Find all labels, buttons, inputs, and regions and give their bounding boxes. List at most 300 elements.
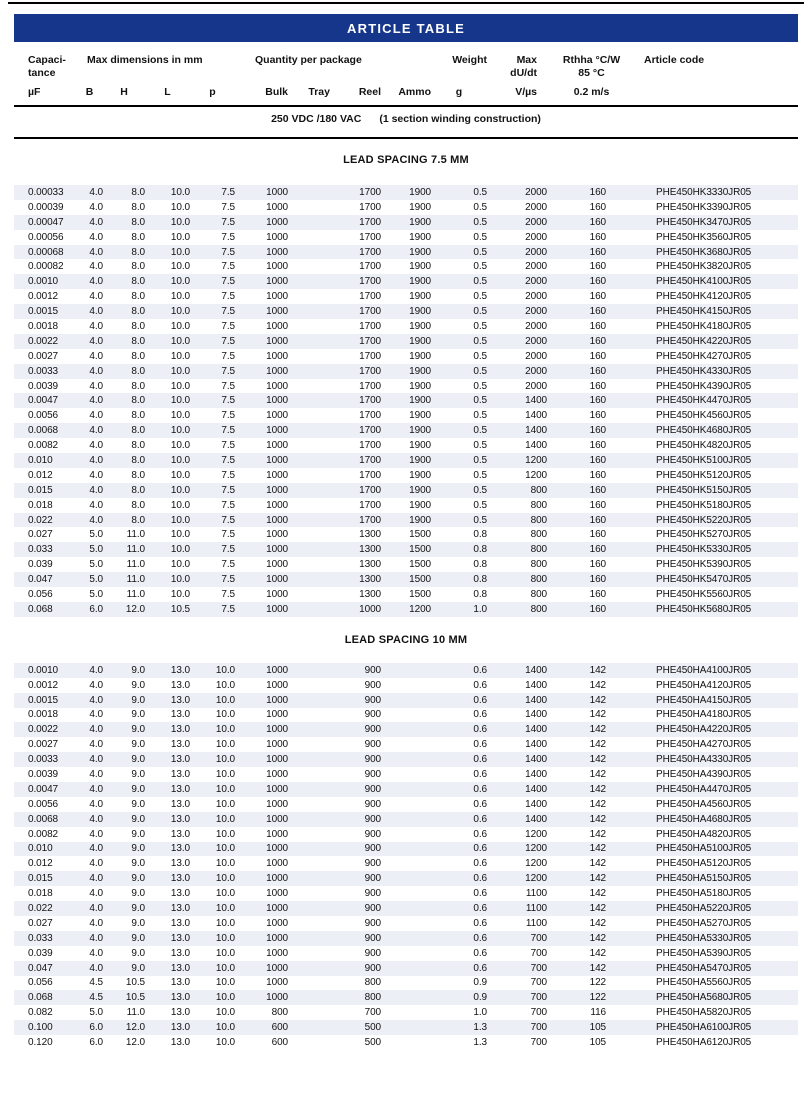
cell-b: 4.0 [89,888,103,900]
header-unit-ms: 0.2 m/s [573,86,610,98]
cell-p: 7.5 [221,246,235,258]
cell-b: 4.0 [89,724,103,736]
cell-dudt: 2000 [525,320,547,332]
cell-rth: 142 [589,724,606,736]
cell-article-code: PHE450HK5470JR05 [656,574,752,586]
cell-capacitance: 0.082 [28,1007,53,1019]
cell-dudt: 1400 [525,664,547,676]
cell-dudt: 2000 [525,231,547,243]
cell-ammo: 1900 [409,276,431,288]
cell-dudt: 2000 [525,335,547,347]
cell-p: 7.5 [221,440,235,452]
table-header-row-1 [14,54,798,67]
cell-dudt: 2000 [525,216,547,228]
cell-h: 9.0 [131,903,145,915]
table-row [14,812,798,827]
cell-bulk: 1000 [266,514,288,526]
cell-weight: 0.8 [473,544,487,556]
cell-l: 10.0 [170,276,190,288]
cell-capacitance: 0.0047 [28,395,58,407]
cell-p: 10.0 [215,739,235,751]
cell-ammo: 1500 [409,574,431,586]
cell-bulk: 1000 [266,574,288,586]
cell-bulk: 1000 [266,828,288,840]
cell-reel: 900 [364,694,381,706]
cell-p: 10.0 [215,813,235,825]
cell-bulk: 1000 [266,709,288,721]
cell-rth: 160 [589,559,606,571]
cell-l: 10.0 [170,186,190,198]
cell-capacitance: 0.0056 [28,798,58,810]
section-heading: LEAD SPACING 10 MM [344,633,468,646]
cell-reel: 900 [364,947,381,959]
cell-reel: 800 [364,992,381,1004]
cell-h: 8.0 [131,365,145,377]
header-dim-h: H [120,86,128,98]
cell-dudt: 700 [530,962,547,974]
cell-b: 4.0 [89,425,103,437]
cell-reel: 1300 [359,544,381,556]
cell-weight: 0.6 [473,917,487,929]
cell-bulk: 1000 [266,469,288,481]
table-row [14,856,798,871]
cell-rth: 160 [589,231,606,243]
table-row [14,557,798,572]
cell-p: 10.0 [215,664,235,676]
header-qty-ammo: Ammo [398,86,431,98]
cell-rth: 160 [589,320,606,332]
cell-p: 7.5 [221,335,235,347]
cell-reel: 1700 [359,320,381,332]
cell-h: 8.0 [131,425,145,437]
cell-weight: 0.6 [473,754,487,766]
cell-capacitance: 0.039 [28,559,53,571]
cell-l: 13.0 [170,1022,190,1034]
cell-capacitance: 0.0012 [28,679,58,691]
cell-reel: 1700 [359,499,381,511]
cell-capacitance: 0.033 [28,932,53,944]
cell-rth: 160 [589,544,606,556]
cell-weight: 0.5 [473,365,487,377]
cell-article-code: PHE450HA5150JR05 [656,873,752,885]
table-row [14,513,798,528]
cell-reel: 1700 [359,291,381,303]
cell-article-code: PHE450HK4120JR05 [656,291,752,303]
cell-h: 11.0 [126,559,145,571]
cell-weight: 0.6 [473,947,487,959]
cell-dudt: 700 [530,932,547,944]
cell-b: 4.5 [89,977,103,989]
cell-ammo: 1900 [409,410,431,422]
cell-bulk: 1000 [266,201,288,213]
cell-weight: 0.6 [473,694,487,706]
cell-bulk: 1000 [266,425,288,437]
cell-b: 4.0 [89,306,103,318]
cell-b: 5.0 [89,1007,103,1019]
cell-l: 10.5 [170,603,190,615]
cell-b: 4.0 [89,754,103,766]
cell-bulk: 1000 [266,231,288,243]
cell-capacitance: 0.0027 [28,739,58,751]
cell-bulk: 1000 [266,947,288,959]
cell-reel: 1300 [359,588,381,600]
cell-reel: 900 [364,769,381,780]
cell-h: 8.0 [131,320,145,332]
cell-weight: 0.5 [473,425,487,437]
cell-bulk: 1000 [266,917,288,929]
cell-reel: 1700 [359,246,381,258]
cell-l: 13.0 [170,694,190,706]
cell-rth: 105 [589,1037,606,1049]
table-row [14,976,798,991]
cell-weight: 0.8 [473,529,487,541]
page-title: ARTICLE TABLE [347,20,465,36]
cell-weight: 0.6 [473,709,487,721]
cell-capacitance: 0.068 [28,992,53,1004]
cell-h: 12.0 [125,1037,145,1049]
cell-weight: 0.6 [473,828,487,840]
cell-reel: 900 [364,962,381,974]
cell-h: 9.0 [131,754,145,766]
header-qty-bulk: Bulk [265,86,288,98]
cell-article-code: PHE450HA6100JR05 [656,1022,752,1034]
cell-reel: 900 [364,932,381,944]
cell-article-code: PHE450HA4330JR05 [656,754,752,766]
cell-rth: 142 [589,813,606,825]
cell-h: 8.0 [131,380,145,392]
cell-article-code: PHE450HK5180JR05 [656,499,752,511]
cell-capacitance: 0.027 [28,917,53,929]
table-row [14,1020,798,1035]
cell-bulk: 1000 [266,395,288,407]
cell-p: 10.0 [215,694,235,706]
cell-p: 7.5 [221,261,235,273]
cell-h: 9.0 [131,932,145,944]
cell-capacitance: 0.056 [28,977,53,989]
cell-reel: 900 [364,843,381,855]
cell-bulk: 1000 [266,754,288,766]
cell-capacitance: 0.0018 [28,320,58,332]
cell-p: 7.5 [221,395,235,407]
cell-rth: 142 [589,769,606,780]
cell-rth: 142 [589,873,606,885]
table-row [14,408,798,423]
cell-l: 13.0 [170,709,190,721]
table-row [14,708,798,723]
cell-bulk: 1000 [266,843,288,855]
cell-article-code: PHE450HK5330JR05 [656,544,752,556]
cell-capacitance: 0.0068 [28,425,58,437]
cell-capacitance: 0.010 [28,843,53,855]
cell-h: 10.5 [125,992,145,1004]
cell-bulk: 1000 [266,186,288,198]
cell-bulk: 1000 [266,499,288,511]
cell-capacitance: 0.0022 [28,335,58,347]
cell-reel: 1700 [359,201,381,213]
table-row [14,319,798,334]
cell-bulk: 600 [271,1037,288,1049]
cell-article-code: PHE450HA4120JR05 [656,679,752,691]
cell-weight: 0.6 [473,679,487,691]
cell-ammo: 1900 [409,395,431,407]
cell-l: 13.0 [170,1037,190,1049]
cell-rth: 142 [589,962,606,974]
cell-weight: 0.6 [473,739,487,751]
cell-capacitance: 0.0027 [28,350,58,362]
cell-dudt: 1400 [525,694,547,706]
cell-rth: 142 [589,664,606,676]
cell-dudt: 2000 [525,201,547,213]
cell-rth: 142 [589,932,606,944]
header-dim-p: p [209,86,216,98]
table-row [14,737,798,752]
cell-dudt: 2000 [525,246,547,258]
cell-rth: 160 [589,380,606,392]
cell-p: 7.5 [221,306,235,318]
section-heading: LEAD SPACING 7.5 MM [343,154,469,166]
cell-l: 13.0 [170,754,190,766]
cell-b: 4.0 [89,440,103,452]
cell-bulk: 1000 [266,873,288,885]
table-row [14,871,798,886]
cell-h: 9.0 [131,813,145,825]
cell-b: 4.0 [89,514,103,526]
cell-l: 10.0 [170,380,190,392]
cell-reel: 1700 [359,365,381,377]
cell-weight: 0.6 [473,932,487,944]
cell-p: 7.5 [221,574,235,586]
cell-dudt: 2000 [525,380,547,392]
cell-rth: 142 [589,783,606,795]
cell-p: 10.0 [215,903,235,915]
cell-h: 9.0 [131,798,145,810]
cell-rth: 160 [589,276,606,288]
table-row [14,722,798,737]
cell-rth: 160 [589,454,606,466]
cell-capacitance: 0.015 [28,873,53,885]
table-row [14,678,798,693]
cell-article-code: PHE450HK3680JR05 [656,246,752,258]
cell-bulk: 1000 [266,380,288,392]
cell-article-code: PHE450HK5220JR05 [656,514,752,526]
cell-h: 9.0 [131,783,145,795]
cell-rth: 105 [589,1022,606,1034]
cell-b: 5.0 [89,574,103,586]
cell-ammo: 1900 [409,201,431,213]
cell-l: 10.0 [170,514,190,526]
cell-article-code: PHE450HA5220JR05 [656,903,752,915]
cell-b: 4.0 [89,962,103,974]
cell-reel: 1700 [359,380,381,392]
cell-bulk: 1000 [266,454,288,466]
cell-bulk: 1000 [266,769,288,780]
cell-reel: 1700 [359,395,381,407]
cell-h: 12.0 [125,1022,145,1034]
cell-capacitance: 0.0039 [28,769,58,780]
cell-bulk: 1000 [266,739,288,751]
cell-capacitance: 0.0010 [28,664,58,676]
cell-dudt: 1200 [525,454,547,466]
cell-p: 10.0 [215,709,235,721]
cell-weight: 0.8 [473,574,487,586]
cell-weight: 0.5 [473,291,487,303]
cell-rth: 160 [589,499,606,511]
cell-l: 13.0 [170,1007,190,1019]
cell-p: 7.5 [221,454,235,466]
cell-capacitance: 0.033 [28,544,53,556]
cell-b: 4.0 [89,903,103,915]
header-group-quantity: Quantity per package [255,54,362,66]
cell-rth: 160 [589,246,606,258]
cell-ammo: 1900 [409,186,431,198]
voltage-rating: 250 VDC /180 VAC [271,113,362,125]
cell-reel: 900 [364,664,381,676]
cell-reel: 900 [364,798,381,810]
cell-dudt: 1400 [525,425,547,437]
cell-article-code: PHE450HK4150JR05 [656,306,752,318]
cell-reel: 800 [364,977,381,989]
cell-capacitance: 0.0010 [28,276,58,288]
cell-article-code: PHE450HA5120JR05 [656,858,752,870]
cell-capacitance: 0.047 [28,574,53,586]
table-row [14,349,798,364]
cell-article-code: PHE450HK5560JR05 [656,588,752,600]
header-unit-g: g [455,86,463,98]
cell-reel: 1700 [359,469,381,481]
cell-reel: 1700 [359,425,381,437]
cell-b: 4.0 [89,291,103,303]
cell-l: 13.0 [170,664,190,676]
table-row [14,259,798,274]
cell-ammo: 1900 [409,440,431,452]
cell-h: 8.0 [131,186,145,198]
cell-bulk: 1000 [266,977,288,989]
cell-bulk: 1000 [266,306,288,318]
cell-bulk: 1000 [266,216,288,228]
cell-p: 10.0 [215,783,235,795]
cell-reel: 1700 [359,454,381,466]
cell-h: 8.0 [131,201,145,213]
cell-dudt: 2000 [525,261,547,273]
cell-l: 13.0 [170,843,190,855]
cell-h: 8.0 [131,499,145,511]
cell-l: 10.0 [170,261,190,273]
cell-b: 4.0 [89,261,103,273]
voltage-rating-line [14,107,798,131]
cell-b: 4.0 [89,873,103,885]
cell-weight: 0.5 [473,216,487,228]
table-row [14,542,798,557]
cell-rth: 142 [589,917,606,929]
cell-reel: 900 [364,754,381,766]
section-table [14,663,798,1050]
table-row [14,602,798,617]
cell-reel: 700 [364,1007,381,1019]
header-rthha: Rthha °C/W [562,54,621,66]
cell-capacitance: 0.015 [28,484,53,496]
cell-weight: 0.6 [473,903,487,915]
cell-l: 10.0 [170,350,190,362]
cell-capacitance: 0.0018 [28,709,58,721]
cell-l: 13.0 [170,873,190,885]
cell-b: 6.0 [89,603,103,615]
cell-capacitance: 0.00068 [28,246,64,258]
cell-bulk: 1000 [266,365,288,377]
cell-article-code: PHE450HA4820JR05 [656,828,752,840]
cell-h: 8.0 [131,514,145,526]
cell-b: 4.5 [89,992,103,1004]
cell-dudt: 1400 [525,769,547,780]
cell-rth: 142 [589,903,606,915]
cell-ammo: 1500 [409,559,431,571]
cell-reel: 1700 [359,335,381,347]
cell-article-code: PHE450HK4220JR05 [656,335,752,347]
cell-b: 4.0 [89,454,103,466]
cell-rth: 116 [590,1007,606,1019]
cell-bulk: 1000 [266,335,288,347]
cell-b: 4.0 [89,783,103,795]
table-row [14,961,798,976]
table-row [14,334,798,349]
cell-h: 8.0 [131,454,145,466]
cell-b: 4.0 [89,798,103,810]
cell-weight: 1.0 [473,603,487,615]
cell-reel: 1700 [359,410,381,422]
cell-h: 10.5 [125,977,145,989]
cell-l: 10.0 [170,410,190,422]
cell-rth: 160 [589,484,606,496]
table-row [14,438,798,453]
cell-capacitance: 0.0015 [28,694,58,706]
cell-capacitance: 0.0082 [28,828,58,840]
cell-p: 7.5 [221,291,235,303]
cell-bulk: 1000 [266,544,288,556]
cell-article-code: PHE450HK5680JR05 [656,603,752,615]
cell-l: 13.0 [170,917,190,929]
cell-capacitance: 0.00047 [28,216,64,228]
cell-weight: 0.9 [473,977,487,989]
cell-p: 7.5 [221,425,235,437]
table-row [14,364,798,379]
cell-capacitance: 0.0012 [28,291,58,303]
cell-p: 7.5 [221,544,235,556]
cell-l: 10.0 [170,246,190,258]
section-lead-spacing-10 [0,633,812,1050]
cell-capacitance: 0.0033 [28,754,58,766]
cell-dudt: 1200 [525,843,547,855]
cell-h: 8.0 [131,350,145,362]
cell-p: 10.0 [215,1022,235,1034]
cell-p: 10.0 [215,858,235,870]
cell-bulk: 1000 [266,559,288,571]
cell-rth: 142 [589,858,606,870]
cell-article-code: PHE450HK5150JR05 [656,484,752,496]
cell-dudt: 700 [530,1037,547,1049]
cell-bulk: 1000 [266,529,288,541]
cell-capacitance: 0.068 [28,603,53,615]
cell-reel: 900 [364,903,381,915]
cell-dudt: 1200 [525,828,547,840]
cell-capacitance: 0.120 [28,1037,53,1049]
cell-weight: 0.5 [473,484,487,496]
cell-p: 7.5 [221,603,235,615]
cell-h: 9.0 [131,694,145,706]
cell-article-code: PHE450HA4680JR05 [656,813,752,825]
cell-reel: 1700 [359,231,381,243]
cell-weight: 0.5 [473,186,487,198]
header-capacitance-2: tance [28,67,56,79]
cell-p: 10.0 [215,754,235,766]
